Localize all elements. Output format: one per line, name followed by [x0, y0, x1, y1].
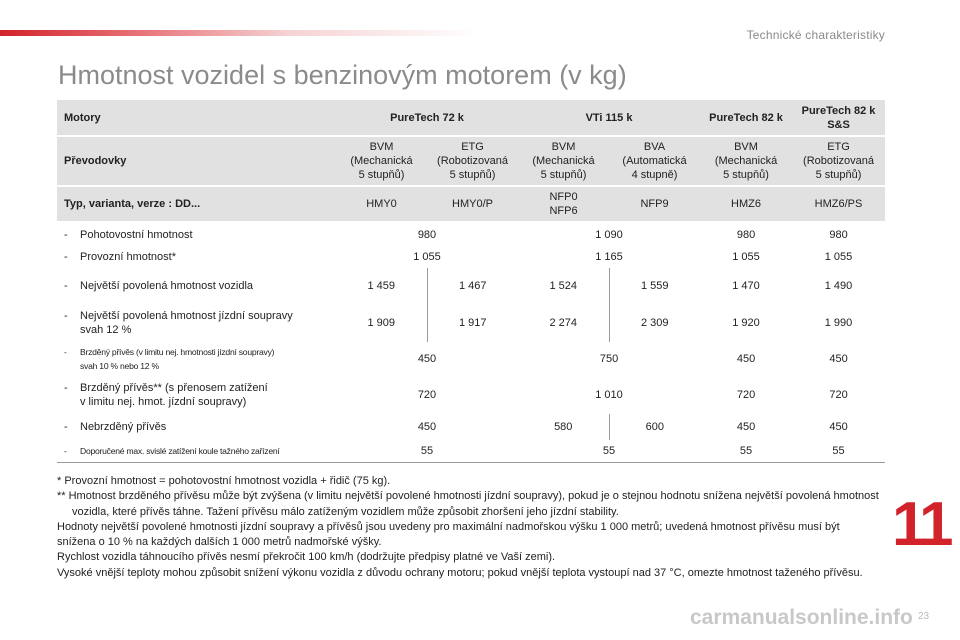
row-nebrzdeny: [57, 414, 885, 440]
value-cell: 720: [336, 376, 518, 414]
dash: -: [64, 310, 68, 322]
value-cell: 450: [700, 414, 792, 440]
weights-table: [57, 100, 885, 463]
value-cell: 750: [518, 342, 700, 376]
footnote-brzdeny: ** Hmotnost brzděného přívěsu může být zvýšena (v limitu největší povolené hmotnosti jízdní soupravy), pokud je o stejnou hodnotu snížena největší povolená hmotnost vozidla, které přívěs táhne. Tažení přívěsu málo zatíženým vozidlem může způsobit zhoršení jeho jízdní stability.: [57, 490, 879, 518]
label-typ: Typ, varianta, verze : DD...: [57, 186, 336, 222]
row-label: Brzděný přívěs** (s přenosem zatížení v limitu nej. hmot. jízdní soupravy): [80, 382, 268, 408]
value-cell: 55: [336, 440, 518, 462]
row-doporucene: [57, 440, 885, 462]
value-cell: 1 055: [336, 246, 518, 268]
type-cell: HMZ6: [700, 186, 792, 222]
engine-col: PureTech 82 k: [700, 100, 792, 136]
top-accent-bar: [0, 30, 480, 36]
value-cell: 1 490: [792, 268, 885, 304]
type-cell: HMY0: [336, 186, 427, 222]
value-cell: 1 010: [518, 376, 700, 414]
row-nejvetsi-vozidla: [57, 268, 885, 304]
footnote-provozni: * Provozní hmotnost = pohotovostní hmotnost vozidla + řidič (75 kg).: [57, 475, 391, 487]
value-cell: 55: [518, 440, 700, 462]
value-cell: 600: [609, 414, 700, 440]
type-cell: NFP0 NFP6: [518, 186, 609, 222]
section-header: Technické charakteristiky: [746, 28, 885, 42]
row-label: Brzděný přívěs (v limitu nej. hmotnosti jízdní soupravy) svah 10 % nebo 12 %: [80, 347, 275, 371]
engine-col: PureTech 82 k S&S: [792, 100, 885, 136]
value-cell: 450: [700, 342, 792, 376]
type-cell: HMZ6/PS: [792, 186, 885, 222]
note-teploty: Vysoké vnější teploty mohou způsobit snížení výkonu vozidla z důvodu ochrany motoru; pokud vnější teplota vystoupí nad 37 °C, omezte hmotnost taženého přívěsu.: [57, 566, 863, 579]
type-cell: NFP9: [609, 186, 700, 222]
value-cell: 1 917: [427, 304, 518, 342]
value-cell: 450: [336, 342, 518, 376]
gearbox-cell: ETG (Robotizovaná 5 stupňů): [427, 136, 518, 186]
footnotes: [57, 474, 879, 581]
row-nejvetsi-soupravy: [57, 304, 885, 342]
value-cell: 2 274: [518, 304, 609, 342]
value-cell: 1 459: [336, 268, 427, 304]
dash: -: [64, 251, 68, 263]
value-cell: 2 309: [609, 304, 700, 342]
row-pohotovostni: [57, 222, 885, 246]
row-brzdeny-prenos: [57, 376, 885, 414]
value-cell: 1 055: [792, 246, 885, 268]
value-cell: 55: [792, 440, 885, 462]
page-number: 23: [918, 611, 930, 622]
dash: -: [64, 228, 68, 241]
row-label: Největší povolená hmotnost vozidla: [80, 280, 254, 292]
gearbox-cell: BVM (Mechanická 5 stupňů): [518, 136, 609, 186]
value-cell: 55: [700, 440, 792, 462]
engine-col: PureTech 72 k: [336, 100, 518, 136]
label-prevodovky: Převodovky: [57, 136, 336, 186]
value-cell: 1 559: [609, 268, 700, 304]
gearbox-cell: BVA (Automatická 4 stupně): [609, 136, 700, 186]
page-title: Hmotnost vozidel s benzinovým motorem (v kg): [58, 60, 627, 90]
gearbox-cell: BVM (Mechanická 5 stupňů): [700, 136, 792, 186]
gearbox-cell: BVM (Mechanická 5 stupňů): [336, 136, 427, 186]
chapter-number: 11: [892, 490, 950, 559]
value-cell: 1 524: [518, 268, 609, 304]
engine-col: VTi 115 k: [518, 100, 700, 136]
note-rychlost: Rychlost vozidla táhnoucího přívěs nesmí překročit 100 km/h (dodržujte předpisy platné ve Vaší zemi).: [57, 551, 556, 564]
row-prevodovky: [57, 136, 885, 186]
value-cell: 1 055: [700, 246, 792, 268]
value-cell: 1 470: [700, 268, 792, 304]
row-brzdeny-10: [57, 342, 885, 376]
value-cell: 1 909: [336, 304, 427, 342]
dash: -: [64, 445, 67, 456]
value-cell: 1 090: [518, 222, 700, 246]
value-cell: 450: [336, 414, 518, 440]
value-cell: 980: [700, 222, 792, 246]
dash: -: [64, 421, 68, 433]
dash: -: [64, 347, 67, 357]
value-cell: 580: [518, 414, 609, 440]
row-label: Nebrzděný přívěs: [80, 421, 167, 433]
value-cell: 720: [792, 376, 885, 414]
value-cell: 1 920: [700, 304, 792, 342]
row-label: Doporučené max. svislé zatížení koule tažného zařízení: [80, 445, 280, 456]
row-provozni: [57, 246, 885, 268]
value-cell: 980: [792, 222, 885, 246]
row-label: Pohotovostní hmotnost: [80, 228, 193, 241]
row-typ: [57, 186, 885, 222]
value-cell: 1 165: [518, 246, 700, 268]
value-cell: 720: [700, 376, 792, 414]
dash: -: [64, 382, 68, 394]
value-cell: 980: [336, 222, 518, 246]
label-motory: Motory: [57, 100, 336, 136]
row-motory: [57, 100, 885, 136]
note-nadmorska-vyska: Hodnoty největší povolené hmotnosti jízdní soupravy a přívěsů jsou uvedeny pro maximální nadmořskou výšku 1 000 metrů; uvedená hmotnost přívěsu musí být snížena o 10 % na každých dalších 1 000 metrů nadmořské výšky.: [57, 520, 840, 549]
watermark: carmanualsonline.info: [690, 606, 913, 629]
value-cell: 450: [792, 342, 885, 376]
row-label: Provozní hmotnost*: [80, 251, 176, 263]
value-cell: 1 467: [427, 268, 518, 304]
row-label: Největší povolená hmotnost jízdní soupravy svah 12 %: [80, 310, 293, 336]
value-cell: 1 990: [792, 304, 885, 342]
dash: -: [64, 280, 68, 292]
value-cell: 450: [792, 414, 885, 440]
type-cell: HMY0/P: [427, 186, 518, 222]
gearbox-cell: ETG (Robotizovaná 5 stupňů): [792, 136, 885, 186]
